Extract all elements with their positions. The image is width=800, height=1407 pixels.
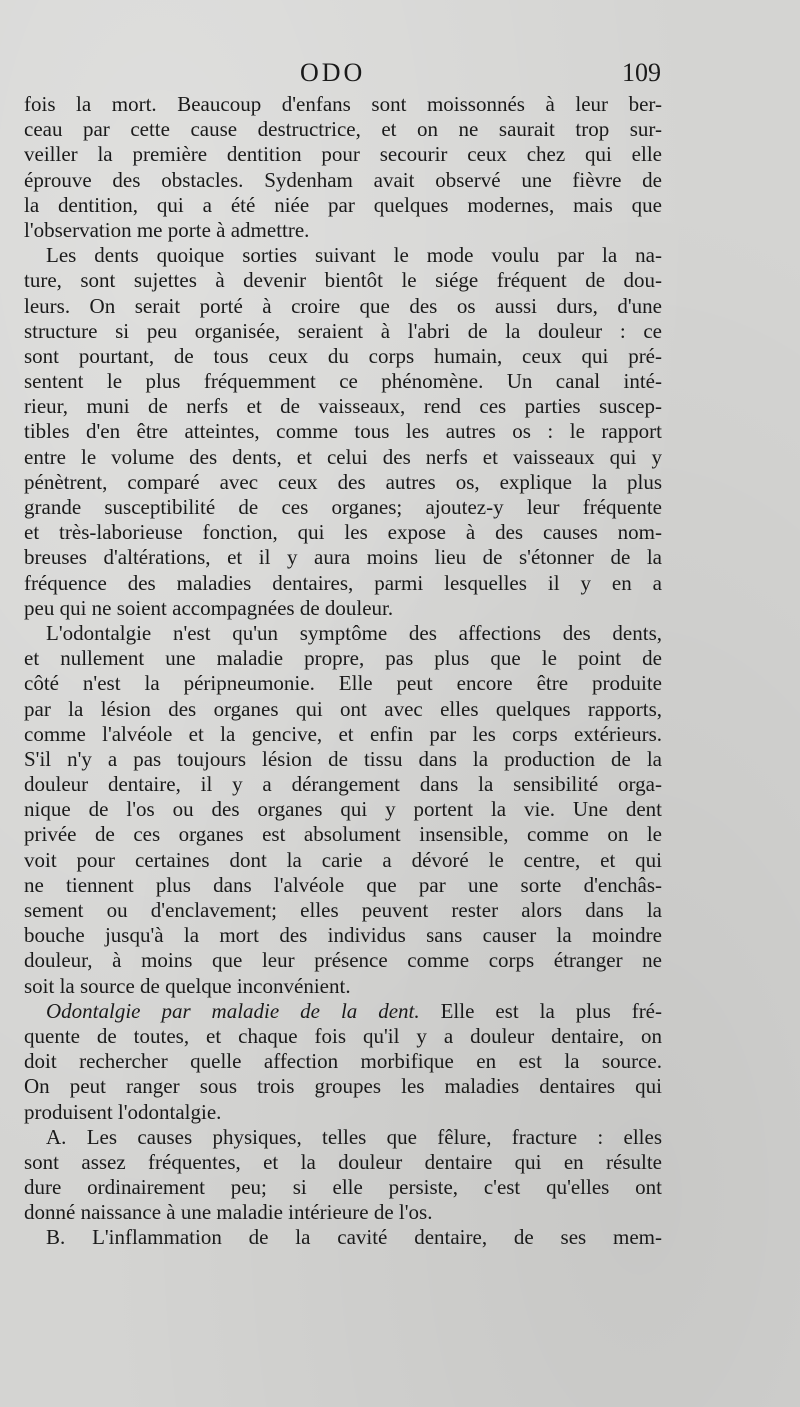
text-line: rieur, muni de nerfs et de vaisseaux, rend ces parties suscep- — [24, 394, 662, 419]
text-line: breuses d'altérations, et il y aura moins lieu de s'étonner de la — [24, 545, 662, 570]
text-line: On peut ranger sous trois groupes les maladies dentaires qui — [24, 1074, 662, 1099]
text-line: fois la mort. Beaucoup d'enfans sont moissonnés à leur ber- — [24, 92, 662, 116]
text-line: produisent l'odontalgie. — [24, 1099, 222, 1124]
running-head — [0, 58, 800, 92]
text-line: sentent le plus fréquemment ce phénomène. Un canal inté- — [24, 369, 662, 394]
text-line: dure ordinairement peu; si elle persiste, c'est qu'elles ont — [24, 1175, 662, 1200]
text-line: entre le volume des dents, et celui des nerfs et vaisseaux qui y — [24, 444, 662, 469]
text-line: par la lésion des organes qui ont avec elles quelques rapports, — [24, 696, 662, 721]
text-line: ne tiennent plus dans l'alvéole que par une sorte d'enchâs- — [24, 872, 662, 897]
text-line: Les dents quoique sorties suivant le mode voulu par la na- — [46, 243, 662, 268]
text-line: l'observation me porte à admettre. — [24, 217, 310, 242]
text-line: B. L'inflammation de la cavité dentaire, de ses mem- — [46, 1225, 662, 1250]
text-line: soit la source de quelque inconvénient. — [24, 973, 351, 998]
text-line: douleur dentaire, il y a dérangement dans la sensibilité orga- — [24, 772, 662, 797]
text-line: douleur, à moins que leur présence comme corps étranger ne — [24, 948, 662, 973]
text-line: veiller la première dentition pour secourir ceux chez qui elle — [24, 142, 662, 167]
text-line: leurs. On serait porté à croire que des os aussi durs, d'une — [24, 293, 662, 318]
text-line: privée de ces organes est absolument insensible, comme on le — [24, 822, 662, 847]
text-line: nique de l'os ou des organes qui y portent la vie. Une dent — [24, 797, 662, 822]
text-line: la dentition, qui a été niée par quelques modernes, mais que — [24, 192, 662, 217]
text-line: ture, sont sujettes à devenir bientôt le siége fréquent de dou- — [24, 268, 662, 293]
text-line: bouche jusqu'à la mort des individus sans causer la moindre — [24, 923, 662, 948]
text-line: A. Les causes physiques, telles que fêlure, fracture : elles — [46, 1124, 662, 1149]
section-heading: Odontalgie par maladie de la dent. — [46, 998, 420, 1023]
text-run: Elle est la plus fré- — [419, 998, 662, 1023]
text-line: doit rechercher quelle affection morbifique en est la source. — [24, 1049, 662, 1074]
text-line: et nullement une maladie propre, pas plus que le point de — [24, 646, 662, 671]
text-line: structure si peu organisée, seraient à l'abri de la douleur : ce — [24, 318, 662, 343]
text-line: S'il n'y a pas toujours lésion de tissu dans la production de la — [24, 746, 662, 771]
text-line: sement ou d'enclavement; elles peuvent rester alors dans la — [24, 898, 662, 922]
text-line-odontalgie — [24, 999, 662, 1024]
text-line: pénètrent, comparé avec ceux des autres os, explique la plus — [24, 469, 662, 494]
text-line: sont pourtant, de tous ceux du corps humain, ceux qui pré- — [24, 343, 662, 368]
text-line: donné naissance à une maladie intérieure de l'os. — [24, 1200, 433, 1225]
text-line: peu qui ne soient accompagnées de douleur. — [24, 595, 394, 620]
text-line: fréquence des maladies dentaires, parmi lesquelles il y en a — [24, 570, 662, 595]
text-line: côté n'est la péripneumonie. Elle peut encore être produite — [24, 671, 662, 696]
text-line: comme l'alvéole et la gencive, et enfin par les corps extérieurs. — [24, 721, 662, 746]
running-title: ODO — [300, 58, 366, 87]
text-line: quente de toutes, et chaque fois qu'il y a douleur dentaire, on — [24, 1023, 662, 1048]
text-line: tibles d'en être atteintes, comme tous les autres os : le rapport — [24, 419, 662, 444]
body-text — [24, 92, 662, 1251]
text-line: sont assez fréquentes, et la douleur dentaire qui en résulte — [24, 1149, 662, 1174]
text-line: ceau par cette cause destructrice, et on ne saurait trop sur- — [24, 117, 662, 142]
text-line: grande susceptibilité de ces organes; ajoutez-y leur fréquente — [24, 495, 662, 519]
text-line: voit pour certaines dont la carie a dévoré le centre, et qui — [24, 847, 662, 872]
text-line: et très-laborieuse fonction, qui les expose à des causes nom- — [24, 520, 662, 545]
page-number: 109 — [622, 58, 661, 87]
text-line: éprouve des obstacles. Sydenham avait observé une fièvre de — [24, 167, 662, 192]
text-line: L'odontalgie n'est qu'un symptôme des affections des dents, — [46, 620, 662, 645]
